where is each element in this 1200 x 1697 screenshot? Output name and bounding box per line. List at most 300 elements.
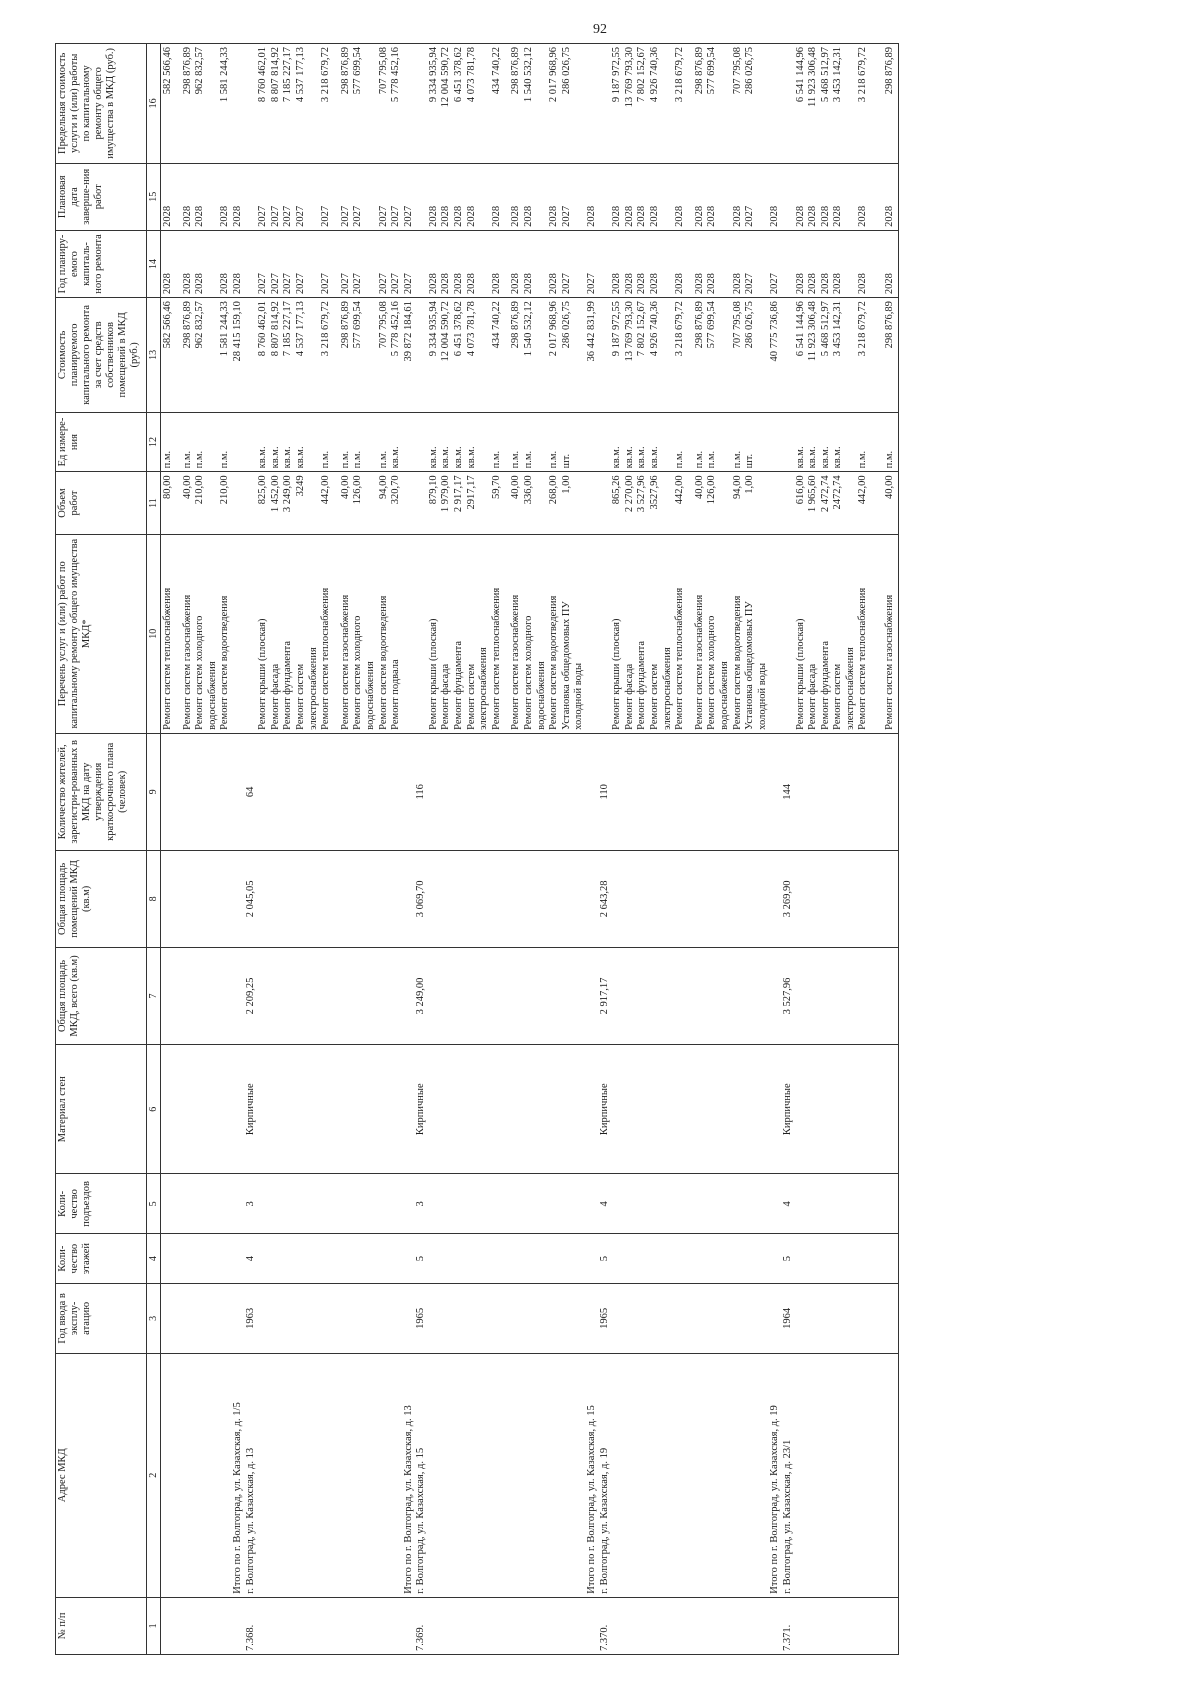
work-date: 2028: [674, 205, 686, 227]
column-header: Количество жителей, зарегистри-рованных в МКД на дату утверждения краткосрочного плана (человек): [56, 733, 147, 850]
empty-cell: [845, 47, 858, 160]
work-unit: кв.м.: [427, 445, 439, 468]
area-rooms: 2 045,05: [244, 880, 256, 917]
empty-cell: [466, 1287, 479, 1350]
page-number: 92: [593, 22, 607, 37]
spacer: [333, 1356, 340, 1593]
empty-cell: [561, 1287, 574, 1350]
empty-cell: [732, 853, 745, 943]
year-column: [161, 1283, 899, 1353]
empty-cell: [536, 1048, 549, 1170]
empty-cell: [207, 853, 220, 943]
spacer: [503, 1600, 510, 1650]
total-date: 2028: [231, 205, 243, 227]
spacer: [175, 166, 182, 226]
empty-cell: [782, 166, 795, 226]
spacer: [333, 537, 340, 729]
empty-cell: [523, 1048, 536, 1170]
empty-cell: [636, 1048, 649, 1170]
work-limit: 3 453 142,31: [832, 46, 844, 102]
spacer: [870, 415, 877, 468]
empty-cell: [232, 1600, 245, 1650]
work-volume: 336,00: [523, 474, 535, 504]
work-cost: 577 699,54: [352, 300, 364, 348]
work-cost: 4 073 781,78: [465, 300, 477, 356]
empty-cell: [415, 537, 428, 729]
total-label: Итого по г. Волгоград, ул. Казахская, д. 15: [586, 1404, 597, 1594]
work-volume: 210,00: [194, 474, 206, 504]
empty-cell: [586, 950, 599, 1040]
empty-cell: [219, 1177, 232, 1230]
empty-cell: [732, 1356, 745, 1593]
empty-cell: [769, 1600, 782, 1650]
spacer: [333, 736, 340, 846]
empty-cell: [636, 1177, 649, 1230]
empty-cell: [782, 415, 795, 468]
empty-cell: [769, 415, 782, 468]
empty-cell: [365, 166, 378, 226]
work-unit: кв.м.: [269, 445, 281, 468]
empty-cell: [586, 1177, 599, 1230]
spacer: [877, 1237, 884, 1280]
empty-cell: [548, 853, 561, 943]
work-date: 2027: [339, 205, 351, 227]
spacer: [870, 1600, 877, 1650]
empty-cell: [536, 853, 549, 943]
empty-cell: [270, 853, 283, 943]
empty-cell: [162, 736, 175, 846]
spacer: [503, 233, 510, 293]
empty-cell: [378, 1237, 391, 1280]
spacer: [333, 166, 340, 226]
empty-cell: [232, 415, 245, 468]
floors-count: 5: [781, 1255, 793, 1261]
entrances-count: 3: [244, 1200, 256, 1206]
empty-cell: [510, 1048, 523, 1170]
empty-cell: [282, 1287, 295, 1350]
limit-cost-column: [161, 43, 899, 163]
empty-cell: [365, 47, 378, 160]
empty-cell: [573, 1177, 586, 1230]
work-cost: 298 876,89: [181, 300, 193, 348]
work-name: Ремонт систем теплоснабжения: [490, 587, 502, 730]
spacer: [503, 301, 510, 409]
empty-cell: [536, 950, 549, 1040]
empty-cell: [536, 1600, 549, 1650]
work-name: Ремонт крыши (плоская): [611, 618, 623, 730]
empty-cell: [662, 1048, 675, 1170]
work-date: 2028: [884, 205, 896, 227]
empty-cell: [674, 736, 687, 846]
empty-cell: [845, 1600, 858, 1650]
total-year: 2027: [402, 272, 414, 294]
empty-cell: [744, 853, 757, 943]
empty-cell: [795, 950, 808, 1040]
empty-cell: [308, 1177, 321, 1230]
column-header: Адрес МКД: [56, 1353, 147, 1597]
empty-cell: [624, 1356, 637, 1593]
empty-cell: [694, 736, 707, 846]
empty-cell: [586, 853, 599, 943]
work-year: 2028: [794, 272, 806, 294]
empty-cell: [403, 1048, 416, 1170]
empty-cell: [832, 1177, 845, 1230]
empty-cell: [561, 1048, 574, 1170]
work-name: Ремонт систем газоснабжения: [884, 594, 896, 730]
empty-cell: [308, 415, 321, 468]
empty-cell: [611, 1287, 624, 1350]
empty-cell: [365, 1600, 378, 1650]
empty-cell: [674, 1287, 687, 1350]
work-cost: 707 795,08: [377, 300, 389, 348]
spacer: [870, 475, 877, 530]
work-date: 2027: [352, 205, 364, 227]
empty-cell: [340, 853, 353, 943]
total-label: Итого по г. Волгоград, ул. Казахская, д. 1/5: [231, 1401, 243, 1594]
work-name: Ремонт систем холодного: [523, 615, 535, 730]
work-volume: 268,00: [548, 474, 560, 504]
empty-cell: [162, 1177, 175, 1230]
empty-cell: [491, 1237, 504, 1280]
work-year: 2028: [611, 272, 623, 294]
spacer: [877, 950, 884, 1040]
empty-cell: [769, 950, 782, 1040]
spacer: [503, 736, 510, 846]
work-limit: 4 926 740,36: [648, 46, 660, 102]
empty-cell: [282, 1237, 295, 1280]
empty-cell: [548, 1237, 561, 1280]
empty-cell: [573, 233, 586, 293]
empty-cell: [719, 166, 732, 226]
empty-cell: [782, 475, 795, 530]
empty-cell: [536, 415, 549, 468]
empty-cell: [599, 301, 612, 409]
spacer: [333, 1600, 340, 1650]
build-year: 1965: [415, 1307, 427, 1329]
work-volume: 2472,74: [832, 474, 844, 510]
column-number: 13: [147, 297, 161, 412]
empty-cell: [352, 1177, 365, 1230]
empty-cell: [308, 47, 321, 160]
empty-cell: [466, 950, 479, 1040]
work-unit: п.м.: [339, 450, 351, 468]
entrances-column: [161, 1173, 899, 1233]
work-unit: п.м.: [320, 450, 332, 468]
work-year: 2027: [339, 272, 351, 294]
residents-count: 116: [415, 783, 427, 800]
empty-cell: [586, 1287, 599, 1350]
empty-cell: [453, 950, 466, 1040]
work-volume: 2917,17: [465, 474, 477, 510]
total-label: Итого по г. Волгоград, ул. Казахская, д. 19: [769, 1404, 781, 1594]
empty-cell: [440, 1237, 453, 1280]
work-unit: кв.м.: [648, 445, 660, 468]
work-limit: 298 876,89: [339, 46, 351, 94]
empty-cell: [573, 415, 586, 468]
work-name: Ремонт фундамента: [636, 640, 648, 730]
empty-cell: [649, 1177, 662, 1230]
empty-cell: [365, 1287, 378, 1350]
empty-cell: [573, 853, 586, 943]
wall-material: Кирпичные: [244, 1082, 256, 1135]
empty-cell: [857, 950, 870, 1040]
empty-cell: [719, 736, 732, 846]
work-unit: кв.м.: [611, 445, 623, 468]
empty-cell: [403, 415, 416, 468]
column-header: Год ввода в эксплу-атацию: [56, 1283, 147, 1353]
empty-cell: [706, 1048, 719, 1170]
empty-cell: [624, 736, 637, 846]
empty-cell: [719, 415, 732, 468]
total-sum: 28 415 159,10: [231, 300, 243, 361]
empty-cell: [510, 950, 523, 1040]
work-limit: 7 185 227,17: [282, 46, 294, 102]
empty-cell: [820, 736, 833, 846]
work-year: 2028: [731, 272, 743, 294]
empty-cell: [649, 950, 662, 1040]
empty-cell: [207, 1600, 220, 1650]
empty-cell: [491, 950, 504, 1040]
empty-cell: [757, 301, 770, 409]
empty-cell: [162, 1356, 175, 1593]
rotated-sheet: [55, 43, 1145, 1655]
empty-cell: [662, 1356, 675, 1593]
empty-cell: [340, 1356, 353, 1593]
work-limit: 4 537 177,13: [294, 46, 306, 102]
spacer: [877, 475, 884, 530]
work-unit: п.м.: [377, 450, 389, 468]
column-header: Коли-чество этажей: [56, 1233, 147, 1283]
entrances-count: 3: [415, 1200, 427, 1206]
empty-cell: [561, 1237, 574, 1280]
work-name: Ремонт систем газоснабжения: [693, 594, 705, 730]
column-header: Материал стен: [56, 1044, 147, 1173]
empty-cell: [308, 950, 321, 1040]
empty-cell: [207, 233, 220, 293]
spacer: [687, 1287, 694, 1350]
empty-cell: [207, 1177, 220, 1230]
row-number: 7.370.: [598, 1624, 610, 1651]
empty-cell: [674, 853, 687, 943]
empty-cell: [182, 1177, 195, 1230]
spacer: [333, 47, 340, 160]
work-volume: 94,00: [731, 474, 743, 499]
empty-cell: [232, 736, 245, 846]
empty-cell: [428, 853, 441, 943]
work-name: Ремонт фундамента: [453, 640, 465, 730]
empty-cell: [440, 1048, 453, 1170]
empty-cell: [795, 1287, 808, 1350]
work-date: 2028: [219, 205, 231, 227]
work-name: Ремонт фундамента: [819, 640, 831, 730]
empty-cell: [282, 736, 295, 846]
empty-cell: [769, 47, 782, 160]
empty-cell: [340, 1177, 353, 1230]
work-unit: п.м.: [674, 450, 686, 468]
work-year: 2028: [819, 272, 831, 294]
empty-cell: [491, 1048, 504, 1170]
spacer: [503, 1048, 510, 1170]
empty-cell: [561, 950, 574, 1040]
empty-cell: [282, 1600, 295, 1650]
empty-cell: [719, 853, 732, 943]
empty-cell: [820, 1356, 833, 1593]
empty-cell: [207, 415, 220, 468]
empty-cell: [757, 1600, 770, 1650]
empty-cell: [182, 1237, 195, 1280]
empty-cell: [257, 1177, 270, 1230]
column-number: 7: [147, 947, 161, 1044]
empty-cell: [365, 233, 378, 293]
spacer: [687, 475, 694, 530]
spacer: [175, 1356, 182, 1593]
work-name: Ремонт фасада: [807, 663, 819, 730]
empty-cell: [884, 1237, 897, 1280]
empty-cell: [478, 301, 491, 409]
work-unit: кв.м.: [807, 445, 819, 468]
empty-cell: [782, 47, 795, 160]
work-volume: 1 979,00: [440, 474, 452, 512]
spacer: [175, 1048, 182, 1170]
work-limit: 707 795,08: [731, 46, 743, 94]
empty-cell: [428, 1237, 441, 1280]
work-date: 2027: [282, 205, 294, 227]
empty-cell: [649, 1237, 662, 1280]
work-limit: 577 699,54: [352, 46, 364, 94]
empty-cell: [662, 736, 675, 846]
empty-cell: [182, 736, 195, 846]
empty-cell: [757, 475, 770, 530]
empty-cell: [636, 1356, 649, 1593]
work-date: 2028: [162, 205, 173, 227]
empty-cell: [257, 853, 270, 943]
spacer: [877, 736, 884, 846]
empty-cell: [340, 736, 353, 846]
empty-cell: [694, 1600, 707, 1650]
empty-cell: [795, 1048, 808, 1170]
column-number: 9: [147, 733, 161, 850]
column-number: 2: [147, 1353, 161, 1597]
empty-cell: [478, 47, 491, 160]
work-volume: 210,00: [219, 474, 231, 504]
empty-cell: [403, 1177, 416, 1230]
empty-cell: [440, 1600, 453, 1650]
empty-cell: [403, 1600, 416, 1650]
spacer: [175, 47, 182, 160]
empty-cell: [573, 1237, 586, 1280]
empty-cell: [257, 736, 270, 846]
work-name: Ремонт систем холодного: [194, 615, 206, 730]
empty-cell: [440, 950, 453, 1040]
empty-cell: [182, 950, 195, 1040]
empty-cell: [845, 1048, 858, 1170]
work-limit: 2 017 968,96: [548, 46, 560, 102]
spacer: [333, 233, 340, 293]
empty-cell: [674, 1048, 687, 1170]
column-header: Ед измере-ния: [56, 412, 147, 472]
work-date: 2027: [269, 205, 281, 227]
column-number: 12: [147, 412, 161, 472]
work-volume: 2 270,00: [623, 474, 635, 512]
empty-cell: [403, 1287, 416, 1350]
work-unit: п.м.: [352, 450, 364, 468]
empty-cell: [308, 853, 321, 943]
spacer: [333, 950, 340, 1040]
spacer: [877, 1287, 884, 1350]
empty-cell: [510, 1287, 523, 1350]
empty-cell: [857, 853, 870, 943]
work-cost: 7 185 227,17: [282, 300, 294, 356]
empty-cell: [795, 1177, 808, 1230]
spacer: [870, 1048, 877, 1170]
work-cost: 7 802 152,67: [636, 300, 648, 356]
empty-cell: [884, 1177, 897, 1230]
empty-cell: [232, 537, 245, 729]
empty-cell: [415, 47, 428, 160]
empty-cell: [340, 1048, 353, 1170]
work-volume: 825,00: [257, 474, 269, 504]
empty-cell: [232, 853, 245, 943]
empty-cell: [599, 233, 612, 293]
house-address: г. Волгоград, ул. Казахская, д. 13: [244, 1447, 256, 1594]
work-year: 2028: [832, 272, 844, 294]
work-limit: 7 802 152,67: [636, 46, 648, 102]
total-sum: 40 775 736,86: [769, 300, 781, 361]
work-year: 2028: [453, 272, 465, 294]
area-rooms: 2 643,28: [598, 880, 610, 917]
spacer: [870, 301, 877, 409]
work-limit: 286 026,75: [560, 46, 572, 94]
address-column: [161, 1353, 899, 1597]
spacer: [877, 853, 884, 943]
empty-cell: [845, 1237, 858, 1280]
empty-cell: [884, 853, 897, 943]
spacer: [870, 853, 877, 943]
empty-cell: [207, 950, 220, 1040]
work-year: 2028: [706, 272, 718, 294]
empty-cell: [415, 233, 428, 293]
empty-cell: [832, 1287, 845, 1350]
empty-cell: [706, 1356, 719, 1593]
work-cost: 962 832,57: [194, 300, 206, 348]
numbers-column: [161, 1597, 899, 1654]
empty-cell: [295, 1356, 308, 1593]
work-year: 2028: [523, 272, 535, 294]
column-header: Предельная стоимость услуги и (или) работы по капитальному ремонту общего имущества в МКД (руб.): [56, 43, 147, 163]
empty-cell: [466, 1237, 479, 1280]
empty-cell: [466, 1048, 479, 1170]
empty-cell: [390, 853, 403, 943]
work-date: 2028: [194, 205, 206, 227]
area-total: 3 249,00: [415, 977, 427, 1014]
spacer: [870, 233, 877, 293]
empty-cell: [845, 853, 858, 943]
work-limit: 434 740,22: [490, 46, 502, 94]
empty-cell: [194, 950, 207, 1040]
work-name: Ремонт систем газоснабжения: [181, 594, 193, 730]
column-number: 10: [147, 534, 161, 733]
planned-year-column: [161, 230, 899, 297]
work-name: водоснабжения: [206, 660, 218, 730]
work-year: 2028: [807, 272, 819, 294]
empty-cell: [832, 853, 845, 943]
spacer: [503, 853, 510, 943]
build-year: 1963: [244, 1307, 256, 1329]
empty-cell: [365, 1237, 378, 1280]
empty-cell: [282, 1177, 295, 1230]
repair-plan-table: [55, 43, 899, 1655]
work-year: 2028: [465, 272, 477, 294]
